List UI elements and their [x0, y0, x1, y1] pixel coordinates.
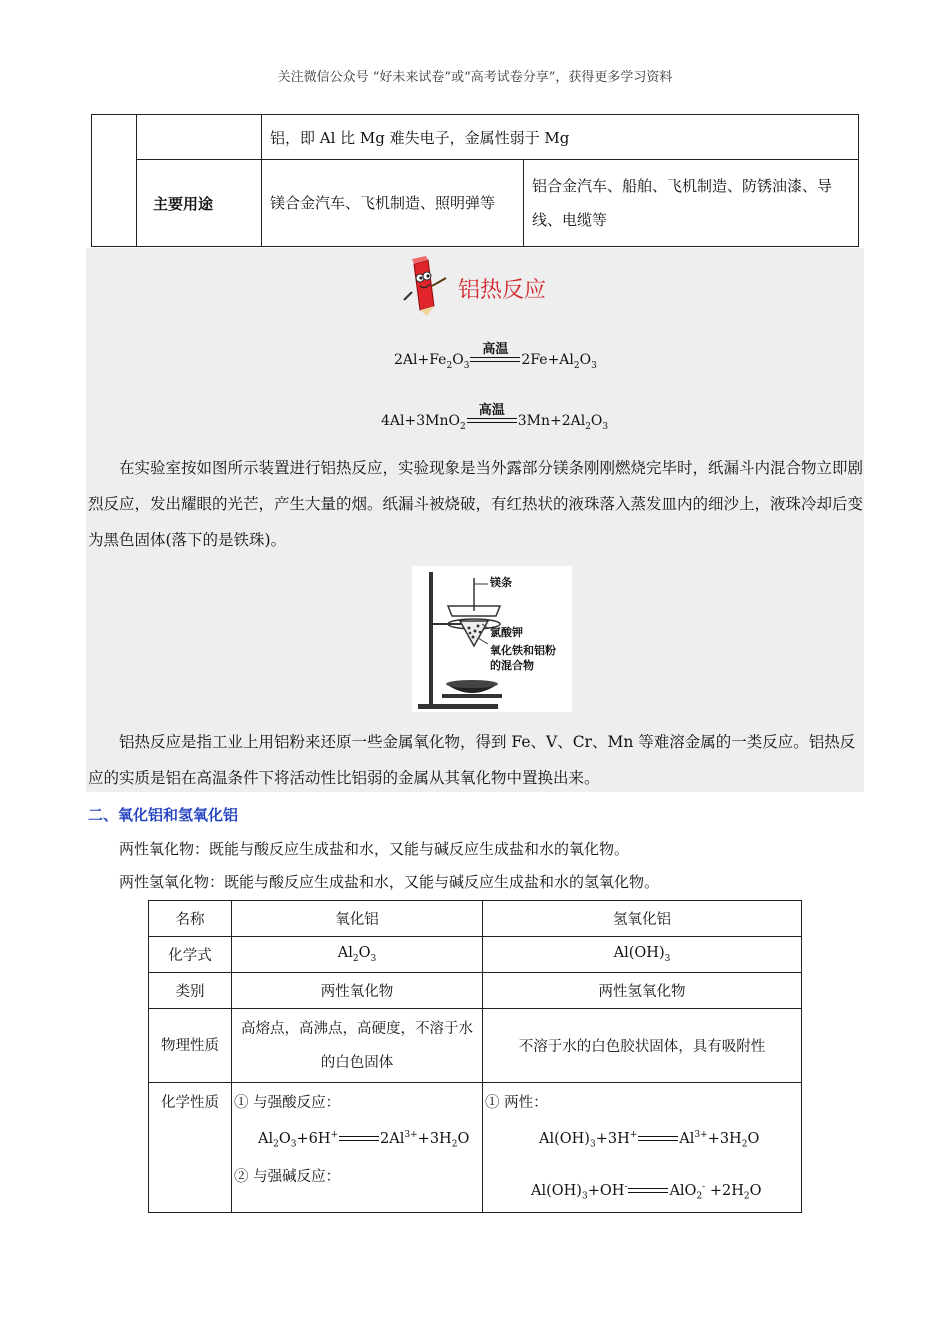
table1-al-usage: 铝合金汽车、船舶、飞机制造、防锈油漆、导线、电缆等	[524, 160, 859, 247]
table1-blank-cell	[137, 115, 262, 160]
definition-amphoteric-oxide: 两性氧化物：既能与酸反应生成盐和水，又能与碱反应生成盐和水的氧化物。	[119, 840, 630, 858]
thermite-title-badge	[400, 256, 560, 316]
fig-label-mg-strip: 镁条	[490, 576, 512, 589]
table1-blank-cell	[92, 115, 137, 247]
table2-row-physical: 物理性质	[149, 1009, 232, 1083]
fig-label-mixture-2: 的混合物	[490, 659, 534, 672]
section2-heading: 二、氧化铝和氢氧化铝	[88, 806, 239, 824]
table1-row1-text: 铝，即 Al 比 Mg 难失电子，金属性弱于 Mg	[262, 115, 859, 160]
oxide-chemical	[232, 1083, 483, 1213]
mg-al-comparison-table	[91, 114, 859, 247]
thermite-apparatus-figure	[412, 566, 572, 712]
thermite-title: 铝热反应	[458, 278, 547, 303]
table2-row-formula: 化学式	[149, 937, 232, 973]
hydroxide-class: 两性氢氧化物	[483, 973, 802, 1009]
hydroxide-base-equation: $Al(OH)_3+OH^-$ $AlO_2^- +2H_2O$	[531, 1181, 762, 1202]
fig-label-mixture-1: 氧化铁和铝粉	[490, 644, 556, 657]
thermite-paragraph-1: 在实验室按如图所示装置进行铝热反应，实验现象是当外露部分镁条刚刚燃烧完毕时，纸漏斗内混合物立即剧烈反应，发出耀眼的光芒，产生大量的烟。纸漏斗被烧破，有红热状的液珠落入蒸发皿内的细沙上，液珠冷却后变为黑色固体(落下的是铁珠)。	[88, 459, 864, 549]
oxide-acid-equation: $Al_2O_3+6H^+$ $2Al^{3+}+3H_2O$	[258, 1130, 470, 1150]
table2-header-name: 名称	[149, 901, 232, 937]
hydroxide-chemical	[483, 1083, 802, 1213]
oxide-class: 两性氧化物	[232, 973, 483, 1009]
hydroxide-acid-equation: $Al(OH)_3+3H^+$ $Al^{3+}+3H_2O$	[539, 1130, 760, 1150]
oxide-chem-acid-label: ① 与强酸反应：	[234, 1095, 341, 1111]
table1-usage-label: 主要用途	[137, 160, 262, 247]
table1-mg-usage: 镁合金汽车、飞机制造、照明弹等	[262, 160, 524, 247]
thermite-paragraph-2: 铝热反应是指工业上用铝粉来还原一些金属氧化物，得到 Fe、V、Cr、Mn 等难溶金属的一类反应。铝热反应的实质是铝在高温条件下将活动性比铝弱的金属从其氧化物中置换出来。	[88, 733, 856, 787]
oxide-physical: 高熔点，高沸点，高硬度，不溶于水的白色固体	[232, 1009, 483, 1083]
table2-row-class: 类别	[149, 973, 232, 1009]
thermite-equation-2: 4Al+3MnO$_2$ 高温 $3Mn+2Al_2O_3$	[381, 413, 608, 432]
alumina-hydroxide-table	[148, 900, 802, 1213]
hydroxide-chem-label: ① 两性：	[485, 1095, 548, 1111]
hydroxide-formula: $Al(OH)_3$	[483, 937, 802, 973]
eq2-condition: 高温	[478, 403, 505, 418]
pencil-mascot-icon	[400, 256, 448, 316]
oxide-chem-base-label: ② 与强碱反应：	[234, 1168, 341, 1185]
table2-row-chemical: 化学性质	[149, 1083, 232, 1213]
hydroxide-physical: 不溶于水的白色胶状固体，具有吸附性	[483, 1009, 802, 1083]
page-header: 关注微信公众号 “好未来试卷”或“高考试卷分享”，获得更多学习资料	[277, 70, 673, 85]
definition-amphoteric-hydroxide: 两性氢氧化物：既能与酸反应生成盐和水，又能与碱反应生成盐和水的氢氧化物。	[119, 873, 660, 891]
thermite-equation-1: $2Al+Fe_2O_3$ 高温 $2Fe+Al_2O_3$	[394, 352, 597, 371]
oxide-formula: $Al_2O_3$	[232, 937, 483, 973]
fig-label-kclo3: 氯酸钾	[490, 626, 523, 639]
table2-header-oxide: 氧化铝	[232, 901, 483, 937]
eq1-condition: 高温	[482, 342, 509, 357]
table2-header-hydroxide: 氢氧化铝	[483, 901, 802, 937]
